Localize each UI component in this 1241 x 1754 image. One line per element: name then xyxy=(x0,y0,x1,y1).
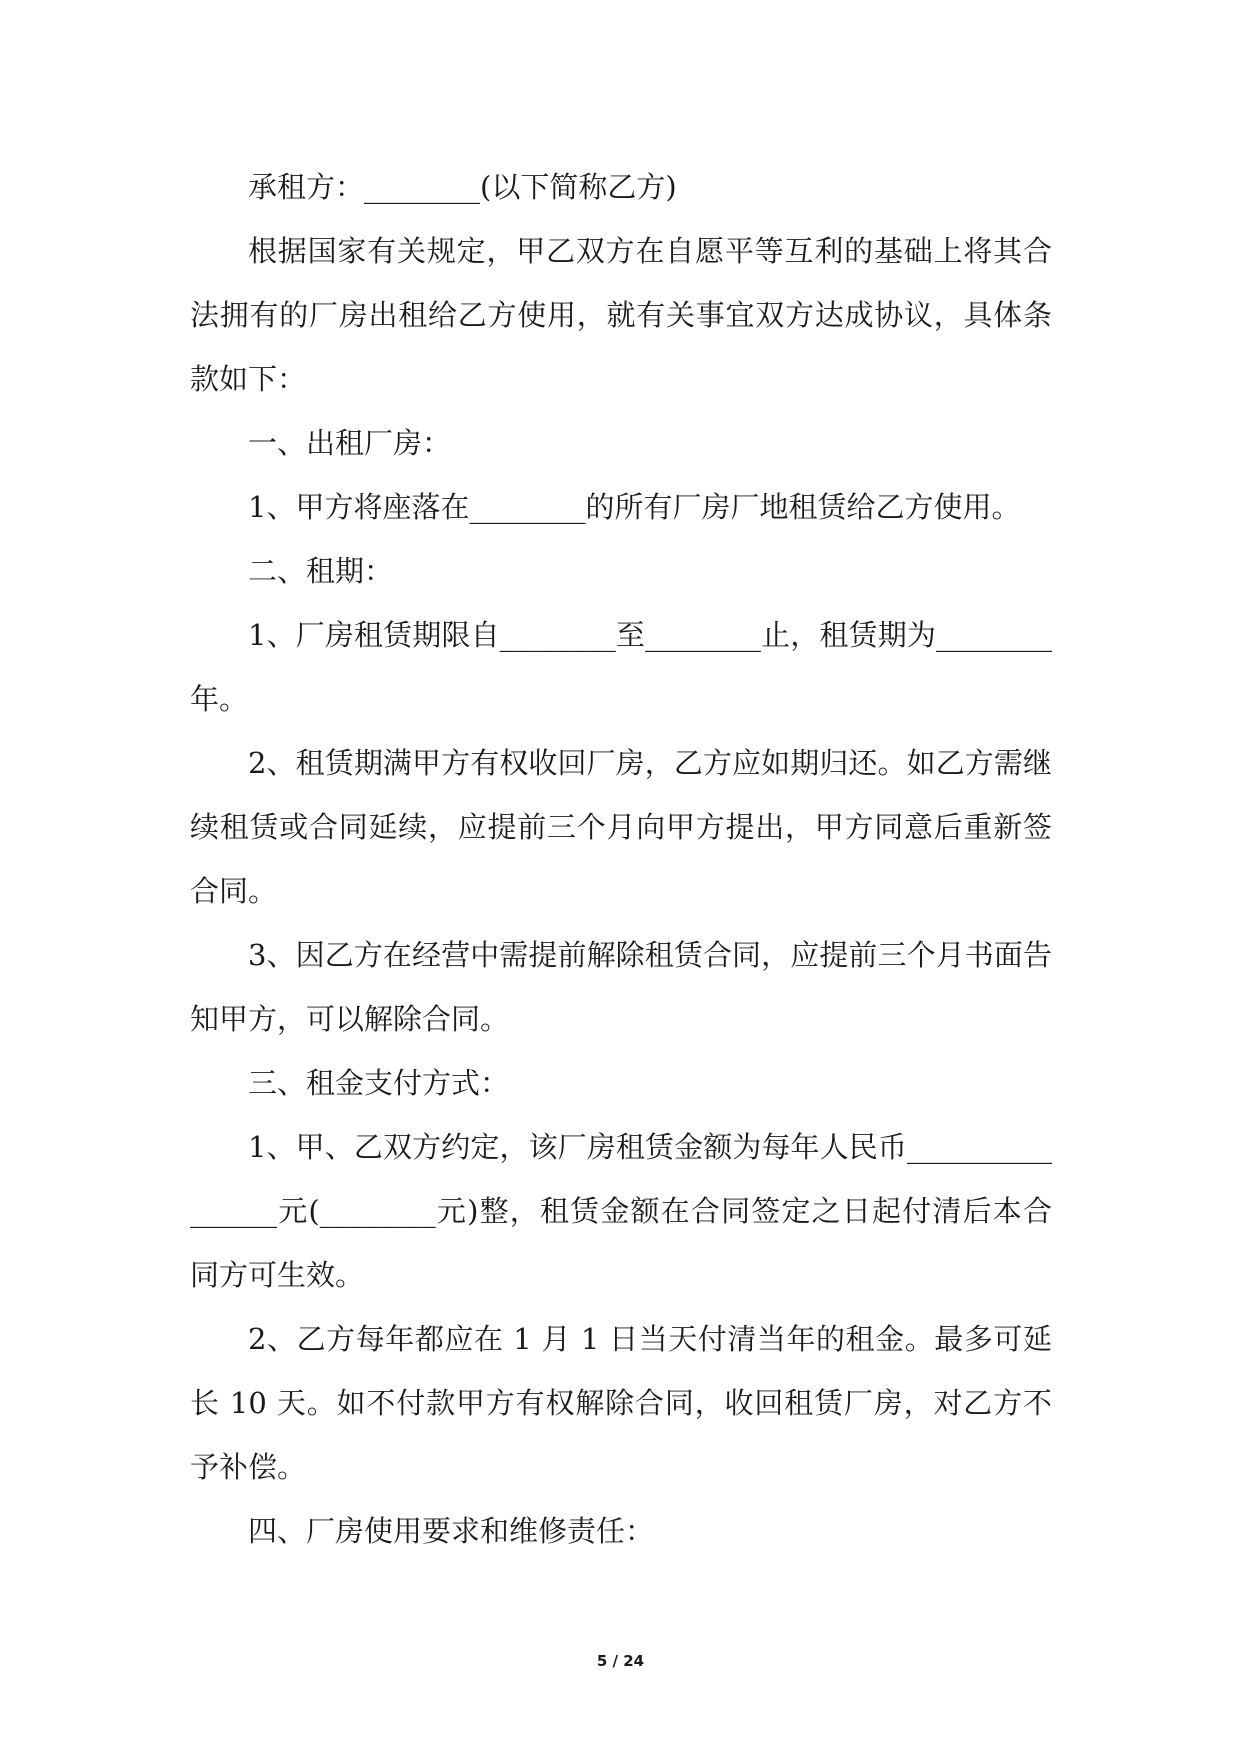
section-heading-4: 四、厂房使用要求和维修责任： xyxy=(248,1514,655,1548)
section-heading-2: 二、租期： xyxy=(248,554,394,588)
clause-3-1: 1、甲、乙双方约定，该厂房租赁金额为每年人民币________________元(________元)整，租赁金额在合同签定之日起付清后本合同方可生效。 xyxy=(190,1130,1052,1292)
document-body xyxy=(190,155,1052,1563)
paragraph-lessee: 承租方：________(以下简称乙方) xyxy=(248,170,677,204)
paragraph-preamble: 根据国家有关规定，甲乙双方在自愿平等互利的基础上将其合法拥有的厂房出租给乙方使用，就有关事宜双方达成协议，具体条款如下： xyxy=(190,234,1052,396)
clause-2-1: 1、厂房租赁期限自________至________止，租赁期为________年。 xyxy=(190,618,1052,716)
clause-3-2: 2、乙方每年都应在 1 月 1 日当天付清当年的租金。最多可延长 10 天。如不付款甲方有权解除合同，收回租赁厂房，对乙方不予补偿。 xyxy=(190,1322,1052,1484)
section-heading-3: 三、租金支付方式： xyxy=(248,1066,510,1100)
clause-2-2: 2、租赁期满甲方有权收回厂房，乙方应如期归还。如乙方需继续租赁或合同延续，应提前三个月向甲方提出，甲方同意后重新签合同。 xyxy=(190,746,1052,908)
clause-1-1: 1、甲方将座落在________的所有厂房厂地租赁给乙方使用。 xyxy=(248,490,1021,524)
section-heading-1: 一、出租厂房： xyxy=(248,426,452,460)
page-number: 5 / 24 xyxy=(596,1652,645,1670)
clause-2-3: 3、因乙方在经营中需提前解除租赁合同，应提前三个月书面告知甲方，可以解除合同。 xyxy=(190,938,1052,1036)
